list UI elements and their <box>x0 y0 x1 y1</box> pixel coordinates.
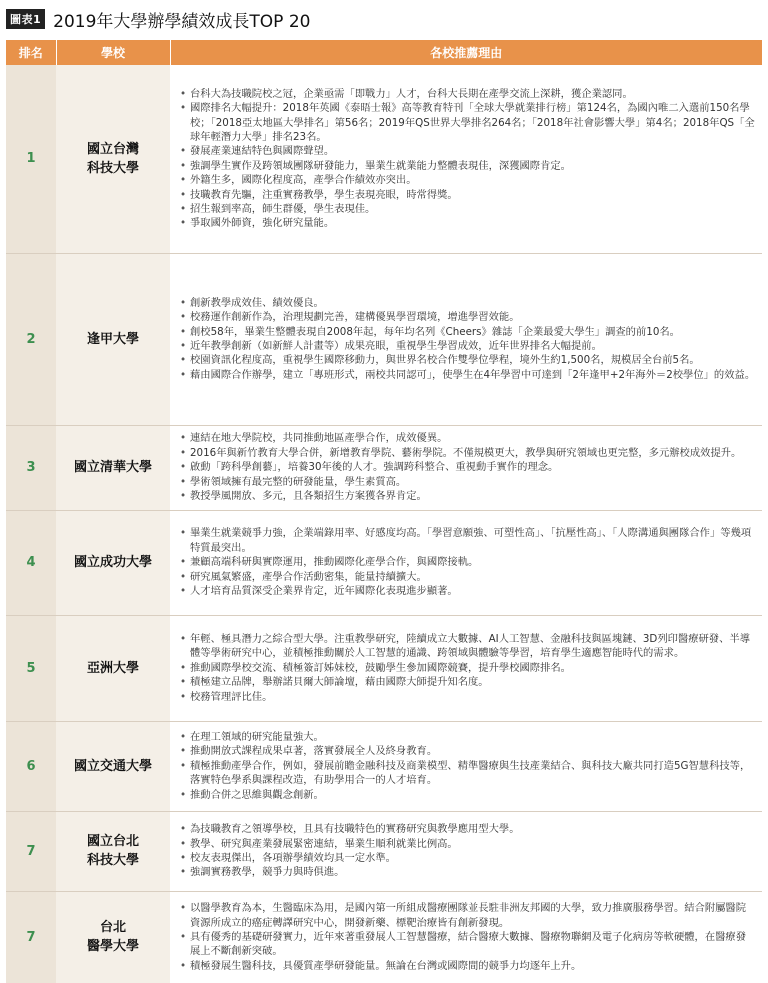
table-row <box>6 811 762 891</box>
rank-cell: 2 <box>6 253 56 425</box>
reason-item: • 為技職教育之領導學校，且具有技職特色的實務研究與教學應用型大學。 <box>180 822 756 836</box>
school-name-cell: 亞洲大學 <box>56 615 170 721</box>
reasons-cell <box>170 65 762 253</box>
reason-item: • 創校58年，畢業生整體表現自2008年起，每年均名列《Cheers》雜誌「企業最愛大學生」調查的前10名。 <box>180 325 756 339</box>
reason-item: • 教授學風開放、多元，且各類招生方案獲各界肯定。 <box>180 489 756 503</box>
reasons-cell <box>170 811 762 891</box>
reason-item: • 學術領域擁有最完整的研發能量，學生素質高。 <box>180 475 756 489</box>
figure-title: 2019年大學辦學績效成長TOP 20 <box>53 11 311 32</box>
reason-item: • 具有優秀的基礎研發實力，近年來著重發展人工智慧醫療，結合醫療大數據、醫療物聯網及電子化病房等軟硬體，在醫療發展上不斷創新突破。 <box>180 930 756 959</box>
reason-item: • 啟動「跨科學創藝」，培養30年後的人才。強調跨科整合、重視動手實作的理念。 <box>180 460 756 474</box>
reason-item: • 研究風氣繁盛，產學合作活動密集，能量持續擴大。 <box>180 570 756 584</box>
reason-item: • 積極建立品牌，舉辦諾貝爾大師論壇，藉由國際大師提升知名度。 <box>180 675 756 689</box>
reason-item: • 積極推動產學合作，例如，發展前瞻金融科技及商業模型、精準醫療與生技產業結合、與科技大廠共同打造5G智慧科技等，落實特色學系與課程改造，有助學用合一的人才培育。 <box>180 759 756 788</box>
table-row <box>6 65 762 253</box>
figure-badge: 圖表1 <box>6 9 45 29</box>
rank-cell: 7 <box>6 891 56 983</box>
school-name-cell: 國立清華大學 <box>56 425 170 510</box>
table-header-row <box>6 40 762 65</box>
table-row <box>6 721 762 811</box>
reason-item: • 招生報到率高，師生群優，學生表現佳。 <box>180 202 756 216</box>
reason-list <box>170 523 762 601</box>
reason-item: • 在理工領域的研究能量強大。 <box>180 730 756 744</box>
figure-title-row <box>6 6 310 32</box>
reason-item: • 連結在地大學院校，共同推動地區產學合作，成效優異。 <box>180 431 756 445</box>
ranking-table <box>6 40 762 983</box>
reasons-cell <box>170 510 762 615</box>
reasons-cell <box>170 253 762 425</box>
header-reasons: 各校推薦理由 <box>170 40 762 65</box>
reason-item: • 畢業生就業競爭力強，企業端錄用率、好感度均高。「學習意願強、可塑性高」、「抗壓性高」、「人際溝通與團隊合作」等幾項特質最突出。 <box>180 526 756 555</box>
reason-item: • 年輕、極具潛力之綜合型大學。注重教學研究，陸續成立大數據、AI人工智慧、金融科技與區塊鏈、3D列印醫療研發、半導體等學術研究中心，並積極推動關於人工智慧的通識、跨領域與體驗等學習，培育學生適應智能時代的需求。 <box>180 632 756 661</box>
reason-item: • 技職教育先驅，注重實務教學，學生表現亮眼，時常得獎。 <box>180 188 756 202</box>
reason-item: • 教學、研究與產業發展緊密連結，畢業生順利就業比例高。 <box>180 837 756 851</box>
school-name-cell: 國立台灣 科技大學 <box>56 65 170 253</box>
reason-item: • 積極發展生醫科技，具優質產學研發能量。無論在台灣或國際間的競爭力均逐年上升。 <box>180 959 756 973</box>
reason-list <box>170 84 762 234</box>
table-row <box>6 615 762 721</box>
table-row <box>6 510 762 615</box>
table-row <box>6 253 762 425</box>
rank-cell: 5 <box>6 615 56 721</box>
school-name-cell: 國立交通大學 <box>56 721 170 811</box>
reason-list <box>170 898 762 976</box>
reasons-cell <box>170 615 762 721</box>
rank-cell: 4 <box>6 510 56 615</box>
reason-item: • 校務管理評比佳。 <box>180 690 756 704</box>
reason-item: • 爭取國外師資，強化研究量能。 <box>180 216 756 230</box>
reason-item: • 強調實務教學，競爭力與時俱進。 <box>180 865 756 879</box>
reason-item: • 推動合併之思維與觀念創新。 <box>180 788 756 802</box>
header-rank: 排名 <box>6 40 56 65</box>
reason-item: • 校務運作創新作為，治理規劃完善，建構優異學習環境，增進學習效能。 <box>180 310 756 324</box>
reason-list <box>170 293 762 385</box>
reason-item: • 以醫學教育為本，生醫臨床為用，是國內第一所組成醫療團隊並長駐非洲友邦國的大學，致力推廣服務學習。結合附屬醫院資源所成立的癌症轉譯研究中心，開發新藥、標靶治療皆有創新發現。 <box>180 901 756 930</box>
reasons-cell <box>170 891 762 983</box>
school-name-cell: 逢甲大學 <box>56 253 170 425</box>
reason-list <box>170 428 762 506</box>
reason-item: • 推動國際學校交流、積極簽訂姊妹校，鼓勵學生參加國際競賽，提升學校國際排名。 <box>180 661 756 675</box>
rank-cell: 1 <box>6 65 56 253</box>
header-school: 學校 <box>56 40 170 65</box>
reason-item: • 國際排名大幅提升：2018年英國《泰晤士報》高等教育特刊「全球大學就業排行榜」第124名，為國內唯二入選前150名學校；「2018亞太地區大學排名」第56名；2019年QS世界大學排名264名；「2018年社會影響大學」第4名；2018年QS「全球年輕潛力大學」排名23名。 <box>180 101 756 144</box>
reason-item: • 人才培育品質深受企業界肯定，近年國際化表現進步顯著。 <box>180 584 756 598</box>
reason-item: • 外籍生多，國際化程度高，產學合作績效亦突出。 <box>180 173 756 187</box>
reason-item: • 校友表現傑出，各項辦學績效均具一定水準。 <box>180 851 756 865</box>
school-name-cell: 國立成功大學 <box>56 510 170 615</box>
reason-list <box>170 819 762 883</box>
reason-item: • 發展產業連結特色與國際聲望。 <box>180 144 756 158</box>
reasons-cell <box>170 721 762 811</box>
reason-item: • 兼顧高端科研與實際運用，推動國際化產學合作，與國際接軌。 <box>180 555 756 569</box>
reason-item: • 創新教學成效佳、績效優良。 <box>180 296 756 310</box>
school-name-cell: 台北 醫學大學 <box>56 891 170 983</box>
rank-cell: 3 <box>6 425 56 510</box>
reason-list <box>170 629 762 707</box>
reason-item: • 校園資訊化程度高，重視學生國際移動力，與世界名校合作雙學位學程，境外生約1,500名，規模居全台前5名。 <box>180 353 756 367</box>
table-body <box>6 65 762 983</box>
reason-list <box>170 727 762 805</box>
reason-item: • 推動開放式課程成果卓著，落實發展全人及終身教育。 <box>180 744 756 758</box>
reasons-cell <box>170 425 762 510</box>
reason-item: • 藉由國際合作辦學，建立「專班形式，兩校共同認可」，使學生在4年學習中可達到「2年逢甲+2年海外＝2校學位」的效益。 <box>180 368 756 382</box>
reason-item: • 近年教學創新（如新鮮人計畫等）成果亮眼，重視學生學習成效，近年世界排名大幅提前。 <box>180 339 756 353</box>
reason-item: • 2016年與新竹教育大學合併，新增教育學院、藝術學院。不僅規模更大，教學與研究領域也更完整，多元辦校成效提升。 <box>180 446 756 460</box>
rank-cell: 6 <box>6 721 56 811</box>
rank-cell: 7 <box>6 811 56 891</box>
table-row <box>6 891 762 983</box>
school-name-cell: 國立台北 科技大學 <box>56 811 170 891</box>
reason-item: • 台科大為技職院校之冠，企業亟需「即戰力」人才，台科大長期在產學交流上深耕，獲企業認同。 <box>180 87 756 101</box>
reason-item: • 強調學生實作及跨領域團隊研發能力，畢業生就業能力整體表現佳，深獲國際肯定。 <box>180 159 756 173</box>
table-row <box>6 425 762 510</box>
